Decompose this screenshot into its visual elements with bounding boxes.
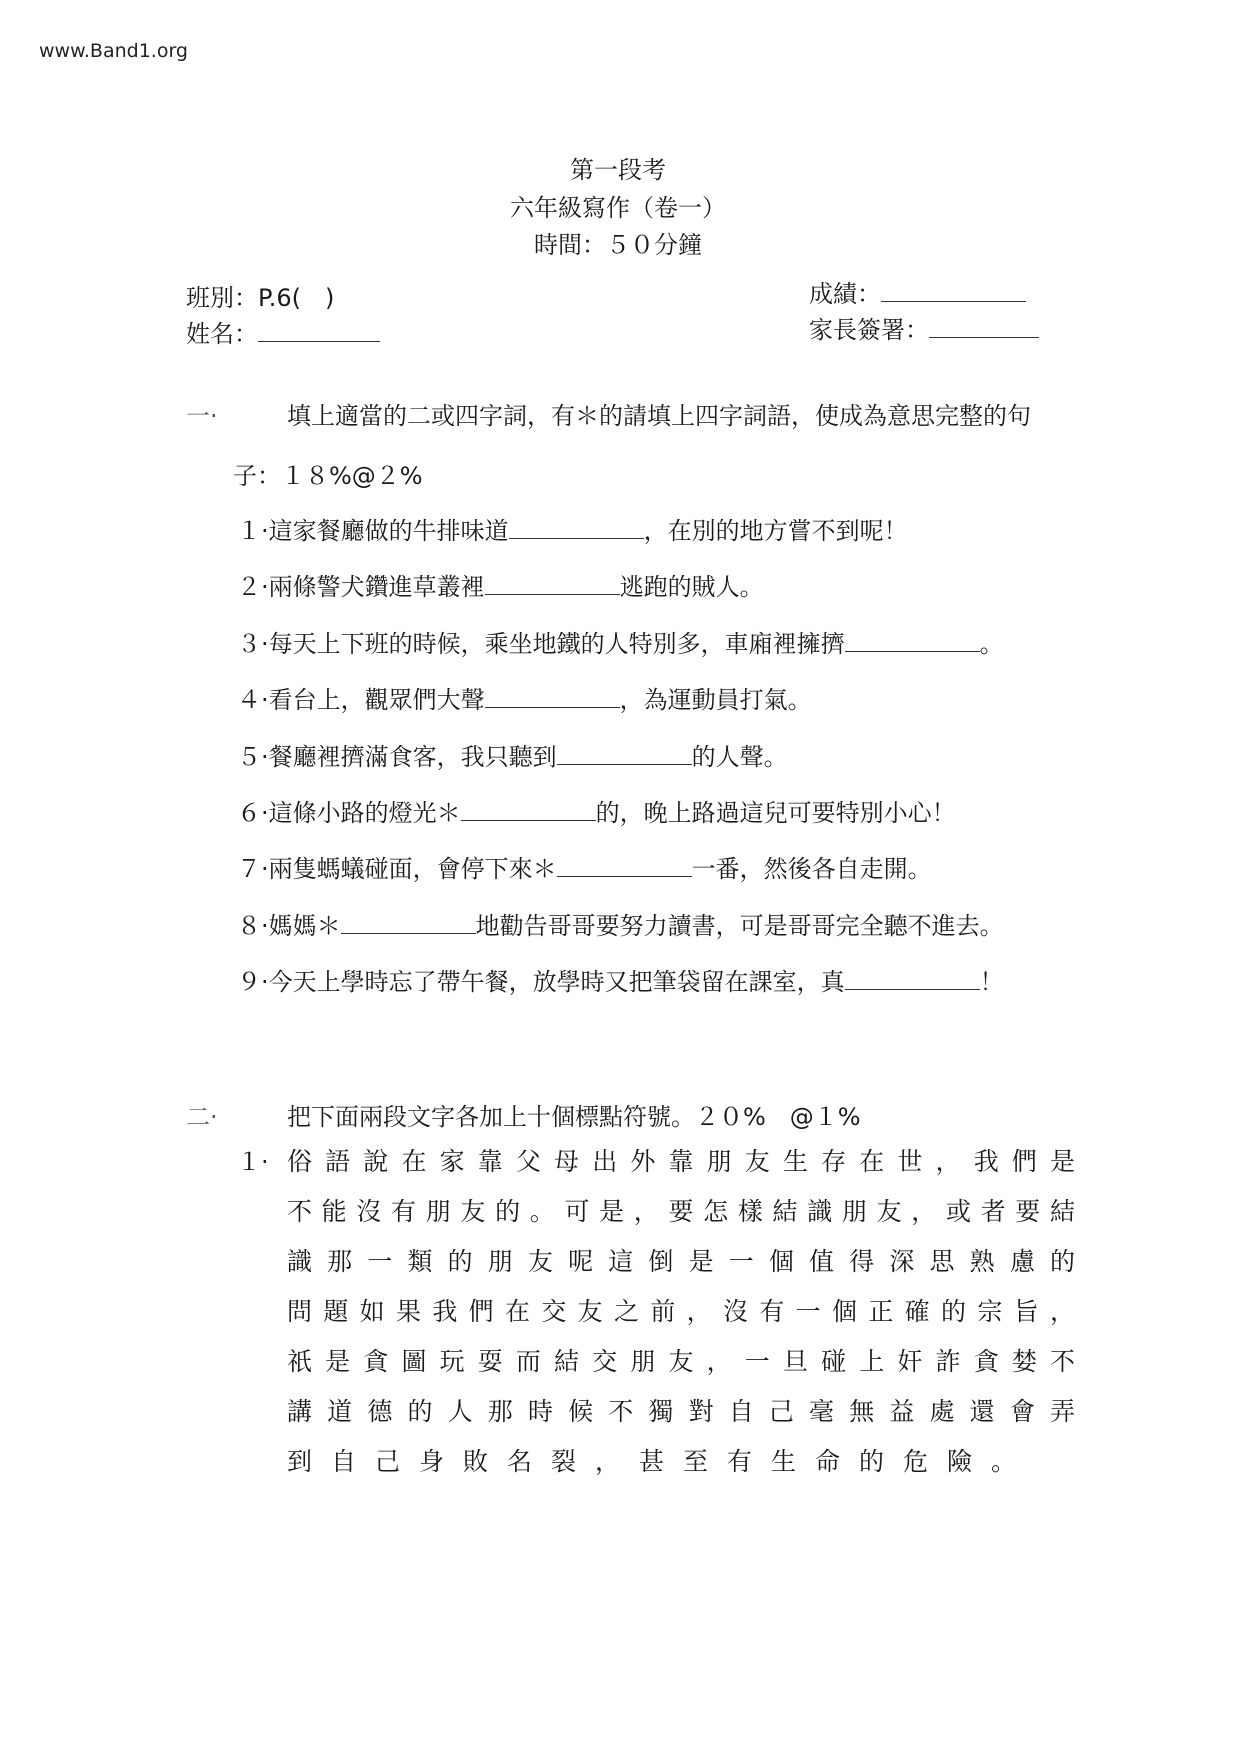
question-item (237, 624, 1004, 659)
passage-line: 問題如果我們在交友之前，沒有一個正確的宗旨， (287, 1297, 1077, 1326)
passage-line: 講道德的人那時候不獨對自己毫無益處還會弄 (287, 1397, 1077, 1426)
question-item (237, 793, 956, 828)
passage-line: 到自己身敗名裂，甚至有生命的危險。 (287, 1447, 1036, 1476)
question-text: ９·今天上學時忘了帶午餐，放學時又把筆袋留在課室，真 (237, 968, 845, 997)
passage-item-number: １· (237, 1148, 269, 1176)
parent-signature-label: 家長簽署： (809, 316, 929, 344)
question-text: ４·看台上，觀眾們大聲 (237, 686, 485, 715)
parent-signature-field[interactable] (809, 310, 1039, 345)
question-item (237, 906, 1004, 941)
question-text-after: 。 (979, 629, 1004, 658)
section2-instruction: 把下面兩段文字各加上十個標點符號。２０% @１% (287, 1103, 861, 1131)
question-text: １·這家餐廳做的牛排味道 (237, 517, 509, 545)
answer-blank[interactable] (845, 967, 980, 990)
answer-blank[interactable] (461, 798, 596, 821)
exam-title: 第一段考 (570, 156, 666, 184)
answer-blank[interactable] (557, 742, 692, 765)
parent-signature-blank[interactable] (929, 315, 1039, 338)
exam-time: 時間：５０分鐘 (534, 231, 702, 259)
passage-line: 祇是貪圖玩耍而結交朋友，一旦碰上奸詐貪婪不 (287, 1347, 1077, 1376)
question-item (237, 849, 932, 884)
question-text-after: 逃跑的賊人。 (619, 573, 764, 602)
score-label: 成績： (809, 280, 881, 308)
name-field[interactable] (186, 314, 380, 349)
answer-blank[interactable] (485, 685, 620, 708)
name-blank[interactable] (258, 319, 380, 342)
answer-blank[interactable] (485, 572, 620, 595)
answer-blank[interactable] (557, 854, 692, 877)
question-text: ５·餐廳裡擠滿食客，我只聽到 (237, 742, 557, 771)
question-item (237, 962, 1004, 997)
question-text-after: 的人聲。 (691, 742, 788, 771)
name-label: 姓名： (186, 320, 258, 348)
question-text-after: ，為運動員打氣。 (619, 686, 812, 715)
passage-line: 俗語說在家靠父母出外靠朋友生存在世，我們是 (287, 1147, 1077, 1176)
question-text: ６·這條小路的燈光＊ (237, 799, 461, 827)
question-item (237, 511, 908, 546)
section1-instruction-cont: 子：１８%@２% (233, 462, 423, 490)
question-item (237, 567, 764, 602)
question-text-after: 一番，然後各自走開。 (691, 855, 932, 884)
question-item (237, 737, 788, 772)
passage-line: 識那一類的朋友呢這倒是一個值得深思熟慮的 (287, 1247, 1077, 1276)
question-text: ３·每天上下班的時候，乘坐地鐵的人特別多，車廂裡擁擠 (237, 629, 845, 658)
site-watermark: www.Band1.org (39, 40, 188, 62)
question-text: ７·兩隻螞蟻碰面，會停下來＊ (237, 855, 557, 884)
score-blank[interactable] (881, 279, 1026, 302)
section1-instruction: 填上適當的二或四字詞，有＊的請填上四字詞語，使成為意思完整的句 (287, 402, 1031, 430)
question-text-after: 的，晚上路過這兒可要特別小心！ (595, 799, 956, 827)
answer-blank[interactable] (341, 911, 476, 934)
question-text-after: ！ (979, 968, 1004, 997)
question-text: ２·兩條警犬鑽進草叢裡 (237, 573, 485, 602)
passage-line: 不能沒有朋友的。可是，要怎樣結識朋友，或者要結 (287, 1197, 1077, 1226)
question-item (237, 680, 812, 715)
class-label: 班別：P.6( ) (186, 284, 335, 312)
question-text-after: ，在別的地方嘗不到呢！ (643, 517, 908, 545)
question-text-after: 地勸告哥哥要努力讀書，可是哥哥完全聽不進去。 (475, 911, 1004, 940)
answer-blank[interactable] (845, 629, 980, 652)
score-field[interactable] (809, 274, 1026, 309)
answer-blank[interactable] (509, 516, 644, 539)
exam-subtitle: 六年級寫作（卷一） (510, 194, 726, 222)
section2-number: 二· (186, 1103, 218, 1131)
question-text: ８·媽媽＊ (237, 911, 341, 940)
section1-number: 一· (186, 402, 218, 430)
